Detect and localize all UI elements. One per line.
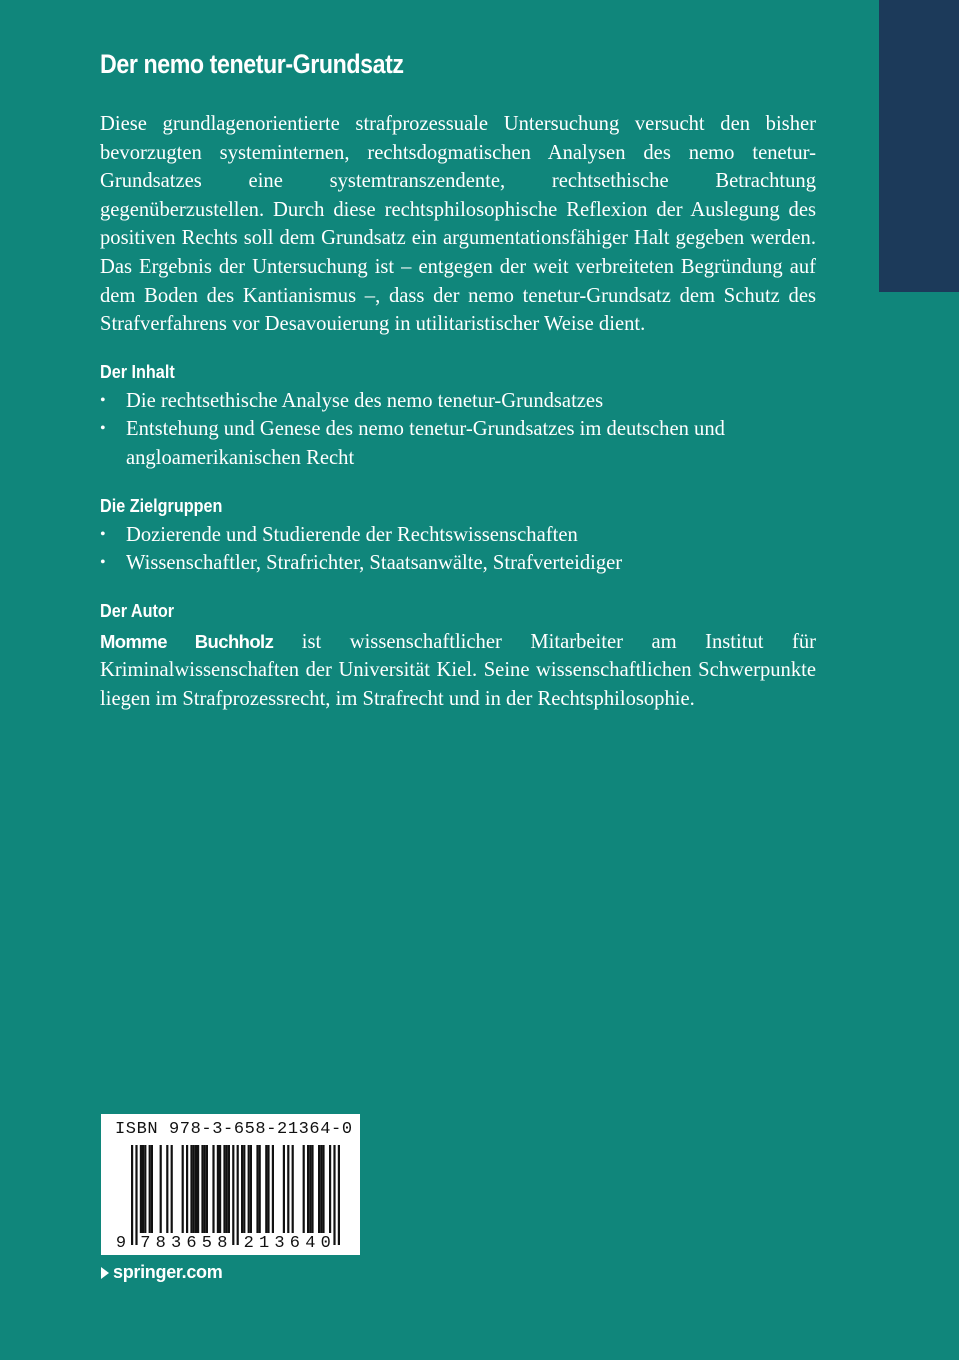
inhalt-list [100, 387, 816, 473]
barcode-bar [193, 1145, 195, 1233]
barcode-digit: 1 [258, 1234, 270, 1253]
barcode-digit: 8 [217, 1234, 228, 1253]
barcode-bar [329, 1145, 331, 1233]
barcode-digit: 9 [115, 1234, 127, 1253]
publisher-link[interactable] [101, 1262, 222, 1283]
barcode-bar [223, 1145, 225, 1233]
author-name: Momme Buchholz [100, 630, 274, 652]
section-heading-zielgruppen: Die Zielgruppen [100, 495, 223, 516]
barcode-bar [256, 1145, 258, 1233]
barcode-bar [307, 1145, 309, 1233]
barcode-bar [248, 1145, 250, 1233]
barcode-bar [204, 1145, 206, 1233]
barcode-bar [241, 1145, 243, 1233]
barcode-bar [212, 1145, 214, 1233]
barcode-bar [303, 1145, 305, 1233]
book-blurb: Diese grundlagenorientierte strafprozessuale Untersuchung versucht den bisher bevorzugten systeminternen, rechtsdogmatischen Analysen des nemo tenetur-Grundsatzes eine systemtranszendente, rechtsethische Betrachtung gegenüberzustellen. Durch diese rechtsphilosophische Reflexion der Auslegung des positiven Rechts soll dem Grundsatz ein argumentationsfähiger Halt gegeben werden. Das Ergebnis der Untersuchung ist – entgegen der weit verbreiteten Begründung auf dem Boden des Kantianismus –, dass der nemo tenetur-Grundsatz dem Schutz des Strafverfahrens vor Desavouierung in utilitaristischer Weise dient. [100, 113, 816, 336]
section-heading-autor: Der Autor [100, 600, 175, 621]
barcode-bar [250, 1145, 252, 1233]
barcode-bar [140, 1145, 142, 1233]
list-item: • Wissenschaftler, Strafrichter, Staatsanwälte, Strafverteidiger [100, 549, 816, 578]
barcode-bar [217, 1145, 219, 1233]
barcode-bar [322, 1145, 324, 1233]
barcode-bar [237, 1145, 239, 1245]
barcode-bar [287, 1145, 289, 1233]
barcode-bar [338, 1145, 340, 1245]
barcode-bar [226, 1145, 228, 1233]
barcode-bar [267, 1145, 269, 1233]
barcode-bar [142, 1145, 144, 1233]
barcode-bar [228, 1145, 230, 1233]
isbn-label: ISBN 978-3-658-21364-0 [115, 1120, 353, 1139]
list-item: • Die rechtsethische Analyse des nemo tenetur-Grundsatzes [100, 387, 816, 416]
barcode-bar [131, 1145, 133, 1245]
list-item: • Entstehung und Genese des nemo tenetur-Grundsatzes im deutschen und angloamerikanischen Recht [100, 415, 816, 472]
barcode-bar [190, 1145, 192, 1233]
barcode-bar [197, 1145, 199, 1233]
barcode-bar [318, 1145, 320, 1233]
barcode-bar [259, 1145, 261, 1233]
book-title: Der nemo tenetur-Grundsatz [100, 49, 404, 79]
barcode-digit: 6 [289, 1234, 301, 1253]
barcode-digit: 7 [140, 1234, 151, 1253]
barcode-bar [151, 1145, 153, 1233]
barcode-bar [243, 1145, 245, 1233]
list-item: • Dozierende und Studierende der Rechtswissenschaften [100, 521, 816, 550]
barcode-bar [265, 1145, 267, 1233]
barcode-bar [149, 1145, 151, 1233]
back-cover-content [100, 46, 816, 714]
barcode-bar [292, 1145, 294, 1233]
barcode-digit: 8 [155, 1234, 166, 1253]
barcode-bar [186, 1145, 188, 1233]
barcode-digit: 6 [186, 1234, 197, 1253]
barcode-bar [232, 1145, 234, 1245]
barcode-bar [195, 1145, 197, 1233]
barcode-digit: 4 [305, 1234, 316, 1253]
barcode-bar [219, 1145, 221, 1233]
zielgruppen-list [100, 521, 816, 578]
barcode-graphic [101, 1114, 360, 1255]
author-description: ist wissenschaftlicher Mitarbeiter am Institut für Kriminalwissenschaften der Universität Kiel. Seine wissenschaftlichen Schwerpunkte liegen im Strafprozessrecht, im Strafrecht und in der Rechtsphilosophie. [100, 630, 816, 710]
barcode-bar [144, 1145, 146, 1233]
barcode-bar [309, 1145, 311, 1233]
isbn-barcode [101, 1114, 360, 1255]
section-heading-inhalt: Der Inhalt [100, 361, 175, 382]
barcode-bar [320, 1145, 322, 1233]
barcode-bar [201, 1145, 203, 1233]
barcode-bar [272, 1145, 274, 1233]
author-bio [100, 628, 816, 714]
barcode-bar [311, 1145, 313, 1233]
barcode-bar [333, 1145, 335, 1245]
arrow-right-icon [101, 1267, 109, 1279]
barcode-bar [283, 1145, 285, 1233]
barcode-digit: 0 [320, 1234, 331, 1253]
barcode-bar [135, 1145, 137, 1245]
barcode-digit: 5 [201, 1234, 213, 1253]
barcode-bar [206, 1145, 208, 1233]
barcode-digit: 3 [274, 1234, 285, 1253]
barcode-bar [160, 1145, 162, 1233]
barcode-bar [166, 1145, 168, 1233]
spine-color-band [879, 0, 959, 292]
barcode-bar [182, 1145, 184, 1233]
barcode-digit: 3 [170, 1234, 182, 1253]
barcode-digit: 2 [243, 1234, 254, 1253]
barcode-bar [171, 1145, 173, 1233]
publisher-link-label: springer.com [113, 1262, 223, 1282]
